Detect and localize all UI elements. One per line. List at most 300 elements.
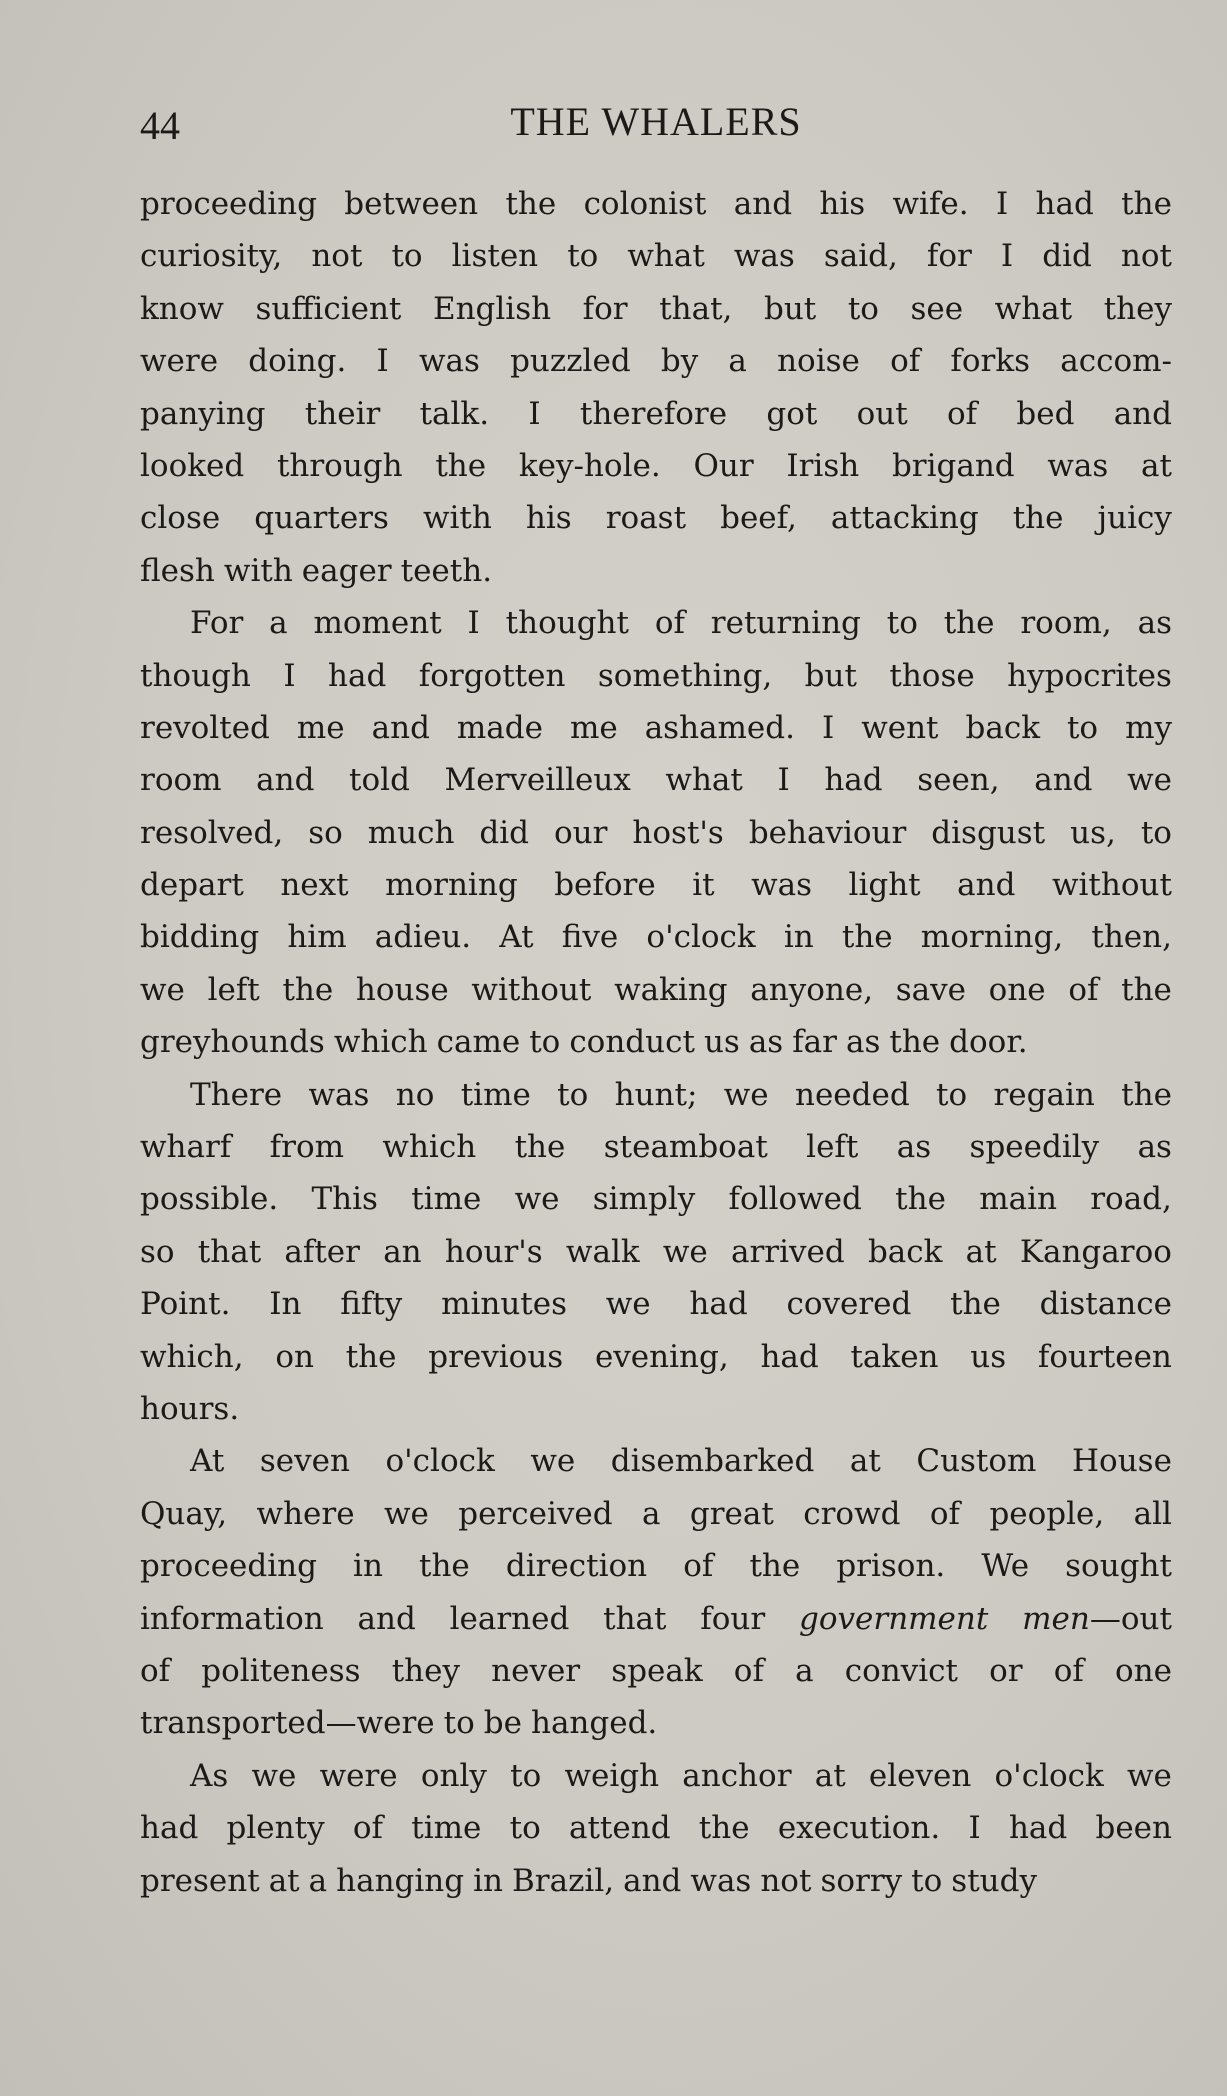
text-line xyxy=(140,597,1172,649)
word: house xyxy=(355,971,449,1008)
word: brigand xyxy=(891,447,1015,484)
word: me xyxy=(296,709,345,746)
word: present xyxy=(140,1862,260,1899)
word: had xyxy=(140,1810,199,1847)
word: us, xyxy=(1070,814,1116,851)
text-line xyxy=(140,1488,1172,1540)
word: the xyxy=(505,186,557,222)
word: morning, xyxy=(920,919,1064,956)
text-line xyxy=(140,1750,1172,1802)
word: been xyxy=(1095,1810,1172,1847)
word: arrived xyxy=(730,1233,845,1270)
word: disgust xyxy=(931,814,1046,851)
word: doing. xyxy=(248,343,347,380)
word: the xyxy=(282,971,334,1008)
word: went xyxy=(861,709,939,746)
word: of xyxy=(929,1495,961,1532)
word: left xyxy=(207,971,260,1008)
text-line xyxy=(140,230,1172,282)
word: Merveilleux xyxy=(444,762,631,799)
word: I xyxy=(283,657,296,694)
word: hypocrites xyxy=(1007,657,1172,694)
running-head xyxy=(140,92,1172,152)
paragraph xyxy=(140,1069,1172,1436)
word: they xyxy=(1103,290,1172,327)
word: distance xyxy=(1039,1286,1172,1323)
word: greyhounds xyxy=(140,1024,325,1061)
word: then, xyxy=(1091,919,1172,956)
word: that xyxy=(197,1233,262,1270)
word: the xyxy=(1121,1076,1172,1113)
word: plenty xyxy=(226,1810,325,1847)
word: were xyxy=(140,343,219,380)
word: at xyxy=(268,1862,300,1899)
word: proceeding xyxy=(140,186,317,222)
text-line xyxy=(140,754,1172,806)
word: no xyxy=(395,1076,435,1113)
word: to xyxy=(529,1024,561,1061)
word: of xyxy=(1053,1652,1084,1689)
word: key-hole. xyxy=(518,447,661,484)
word: taken xyxy=(850,1338,939,1375)
word: room, xyxy=(1020,605,1112,642)
word: room xyxy=(140,762,222,799)
word: not xyxy=(760,1862,812,1899)
word: at xyxy=(965,1233,997,1270)
word: in xyxy=(783,919,814,956)
word: that, xyxy=(659,290,733,327)
word: transported—were xyxy=(140,1705,435,1742)
word: speak xyxy=(611,1652,703,1689)
word: out xyxy=(856,395,908,432)
word: the xyxy=(950,1286,1001,1323)
word: back xyxy=(965,709,1040,746)
text-line xyxy=(140,911,1172,963)
word: attend xyxy=(568,1810,671,1847)
word: Quay, xyxy=(140,1495,228,1532)
word: but xyxy=(763,290,817,327)
word: which xyxy=(382,1129,477,1166)
word: men—out xyxy=(1022,1600,1172,1637)
word: for xyxy=(926,238,972,275)
word xyxy=(799,1593,988,1645)
word: simply xyxy=(592,1181,696,1218)
word: There xyxy=(190,1076,283,1113)
word: on xyxy=(275,1338,314,1375)
word: we xyxy=(605,1286,651,1323)
word: I xyxy=(376,343,389,380)
word: left xyxy=(806,1129,859,1166)
word: we xyxy=(530,1443,576,1480)
word: a xyxy=(795,1652,814,1689)
word: juicy xyxy=(1097,500,1172,537)
word: from xyxy=(269,1129,345,1166)
word: I xyxy=(467,605,480,642)
word: had xyxy=(689,1286,748,1323)
word: us xyxy=(703,1024,740,1061)
word: as xyxy=(748,1024,784,1061)
running-title: THE WHALERS xyxy=(510,99,802,144)
word: previous xyxy=(428,1338,564,1375)
word: I xyxy=(968,1810,981,1847)
word: direction xyxy=(505,1548,648,1585)
word: weigh xyxy=(564,1757,660,1794)
word: to xyxy=(510,1757,542,1794)
word: never xyxy=(491,1652,581,1689)
word: a xyxy=(728,343,747,380)
word: their xyxy=(304,395,381,432)
word: for xyxy=(582,290,628,327)
word: had xyxy=(760,1338,819,1375)
word: bidding xyxy=(140,919,260,956)
word: to xyxy=(509,1810,541,1847)
text-line xyxy=(140,1593,1172,1645)
text-line xyxy=(140,1278,1172,1330)
word: with xyxy=(422,500,492,537)
word: and xyxy=(733,186,793,222)
word: anyone, xyxy=(750,971,874,1008)
word: we xyxy=(383,1495,429,1532)
word: but xyxy=(804,657,857,694)
word: Point. xyxy=(140,1286,231,1323)
word: to xyxy=(443,1705,475,1742)
word: us xyxy=(970,1338,1007,1375)
word: between xyxy=(344,186,479,222)
word: quarters xyxy=(254,500,389,537)
word: an xyxy=(383,1233,422,1270)
word: hour's xyxy=(444,1233,543,1270)
word: or xyxy=(989,1652,1023,1689)
word: I xyxy=(995,186,1009,222)
text-line xyxy=(140,1855,1172,1907)
word: minutes xyxy=(441,1286,568,1323)
word: convict xyxy=(844,1652,958,1689)
word: and xyxy=(623,1862,682,1899)
word: all xyxy=(1133,1495,1172,1532)
word: Custom xyxy=(916,1443,1037,1480)
word: was xyxy=(751,867,813,904)
word: road, xyxy=(1090,1181,1172,1218)
word: prison. xyxy=(836,1548,946,1585)
word: Irish xyxy=(786,447,860,484)
word: of xyxy=(140,1652,171,1689)
paragraph xyxy=(140,597,1172,1069)
word: the xyxy=(1121,971,1172,1008)
word: had xyxy=(1008,1810,1068,1847)
word: resolved, xyxy=(140,814,284,851)
word: though xyxy=(140,657,251,694)
word: moment xyxy=(313,605,442,642)
word: back xyxy=(867,1233,943,1270)
word: thought xyxy=(505,605,629,642)
word: were xyxy=(319,1757,398,1794)
word: our xyxy=(553,814,608,851)
word: of xyxy=(733,1652,764,1689)
word: close xyxy=(140,500,221,537)
word: execution. xyxy=(777,1810,941,1847)
word: ashamed. xyxy=(644,709,795,746)
text-line xyxy=(140,1697,1172,1749)
word: much xyxy=(367,814,455,851)
word: not xyxy=(311,238,363,275)
word: through xyxy=(276,447,403,484)
word: be xyxy=(483,1705,522,1742)
word: noise xyxy=(777,343,860,380)
word: people, xyxy=(989,1495,1105,1532)
word: needed xyxy=(794,1076,910,1113)
word: accom- xyxy=(1060,343,1172,380)
word: made xyxy=(456,709,543,746)
word: possible. xyxy=(140,1181,279,1218)
word: panying xyxy=(140,395,266,432)
word: we xyxy=(1127,762,1172,799)
word: had xyxy=(328,657,387,694)
word: was xyxy=(418,343,480,380)
word: at xyxy=(1141,447,1172,484)
word: told xyxy=(349,762,410,799)
word: sufficient xyxy=(255,290,402,327)
word: At xyxy=(190,1443,225,1480)
word: disembarked xyxy=(610,1443,815,1480)
word: perceived xyxy=(458,1495,613,1532)
word: of xyxy=(683,1548,714,1585)
word: depart xyxy=(140,867,244,904)
text-line xyxy=(140,1173,1172,1225)
word: to xyxy=(557,1076,589,1113)
word: House xyxy=(1072,1443,1172,1480)
word: his xyxy=(525,500,572,537)
word: the xyxy=(345,1338,397,1375)
word: o'clock xyxy=(994,1757,1104,1794)
word: talk. xyxy=(419,395,490,432)
text-line xyxy=(140,702,1172,754)
word: adieu. xyxy=(374,919,472,956)
word: in xyxy=(473,1862,503,1899)
text-line xyxy=(140,545,1172,597)
word: the xyxy=(895,1181,946,1218)
text-line xyxy=(140,1383,1172,1435)
word: not xyxy=(1120,238,1172,275)
word: of xyxy=(946,395,978,432)
word: steamboat xyxy=(603,1129,768,1166)
word: study xyxy=(951,1862,1037,1899)
word: next xyxy=(280,867,349,904)
word: to xyxy=(936,1076,968,1113)
word: his xyxy=(819,186,866,222)
word: sorry xyxy=(820,1862,903,1899)
word: as xyxy=(1137,605,1172,642)
text-line xyxy=(140,859,1172,911)
word: time xyxy=(411,1810,482,1847)
word: fourteen xyxy=(1037,1338,1172,1375)
word: to xyxy=(1066,709,1099,746)
word: of xyxy=(890,343,921,380)
word: came xyxy=(436,1024,521,1061)
word: to xyxy=(1140,814,1172,851)
word: at xyxy=(849,1443,881,1480)
word: by xyxy=(660,343,699,380)
word: only xyxy=(420,1757,487,1794)
word: and xyxy=(357,1600,416,1637)
word: the xyxy=(841,919,893,956)
text-line xyxy=(140,650,1172,702)
word: speedily xyxy=(969,1129,1100,1166)
word: morning xyxy=(385,867,518,904)
word: Brazil, xyxy=(512,1862,615,1899)
word: the xyxy=(1012,500,1064,537)
word: evening, xyxy=(594,1338,729,1375)
word: and xyxy=(1113,395,1172,432)
text-line xyxy=(140,492,1172,544)
word: Our xyxy=(693,447,754,484)
word: which, xyxy=(140,1338,244,1375)
word: anchor xyxy=(682,1757,792,1794)
word: as xyxy=(845,1024,881,1061)
word: where xyxy=(256,1495,355,1532)
word: we xyxy=(723,1076,769,1113)
word: before xyxy=(554,867,656,904)
word: one xyxy=(1115,1652,1172,1689)
word: This xyxy=(311,1181,378,1218)
word: did xyxy=(1042,238,1092,275)
text-line xyxy=(140,388,1172,440)
word: wharf xyxy=(140,1129,232,1166)
word: what xyxy=(665,762,743,799)
word: roast xyxy=(605,500,687,537)
text-line xyxy=(140,1226,1172,1278)
word: and xyxy=(256,762,315,799)
word: colonist xyxy=(583,186,707,222)
word: without xyxy=(471,971,592,1008)
word: what xyxy=(994,290,1073,327)
word: information xyxy=(140,1600,324,1637)
word: had xyxy=(1035,186,1094,222)
word: fifty xyxy=(340,1286,403,1323)
text-line xyxy=(140,1435,1172,1487)
word: which xyxy=(333,1024,428,1061)
word: to xyxy=(391,238,423,275)
word: of xyxy=(654,605,685,642)
paragraph xyxy=(140,1750,1172,1907)
word: we xyxy=(662,1233,708,1270)
word: behaviour xyxy=(748,814,907,851)
word: puzzled xyxy=(510,343,631,380)
word: so xyxy=(308,814,343,851)
word: attacking xyxy=(830,500,979,537)
text-line xyxy=(140,440,1172,492)
word: listen xyxy=(451,238,539,275)
word: was xyxy=(690,1862,752,1899)
text-line xyxy=(140,964,1172,1016)
word: so xyxy=(140,1233,175,1270)
word: seen, xyxy=(917,762,1000,799)
text-line xyxy=(140,1121,1172,1173)
word: to xyxy=(567,238,599,275)
word: In xyxy=(269,1286,302,1323)
word: that xyxy=(603,1600,667,1637)
word: therefore xyxy=(579,395,728,432)
word: four xyxy=(700,1600,766,1637)
word: the xyxy=(514,1129,566,1166)
word: it xyxy=(692,867,715,904)
word: door. xyxy=(949,1024,1028,1061)
word: the xyxy=(1121,186,1172,222)
text-line xyxy=(140,1069,1172,1121)
word: in xyxy=(353,1548,383,1585)
word: covered xyxy=(786,1286,912,1323)
italic-text: men xyxy=(1022,1600,1090,1637)
word: wife. xyxy=(892,186,969,222)
word: to xyxy=(847,290,879,327)
word: we xyxy=(514,1181,560,1218)
word: beef, xyxy=(720,500,797,537)
word: I xyxy=(777,762,790,799)
word: hanging xyxy=(336,1862,465,1899)
word: hanged. xyxy=(530,1705,658,1742)
page-number: 44 xyxy=(140,103,180,148)
word: returning xyxy=(710,605,861,642)
word: I xyxy=(528,395,541,432)
word: of xyxy=(1068,971,1099,1008)
paragraph xyxy=(140,178,1172,597)
word: conduct xyxy=(569,1024,695,1061)
body-text xyxy=(140,178,1172,1907)
word: my xyxy=(1125,709,1172,746)
word: o'clock xyxy=(646,919,756,956)
word: as xyxy=(1137,1129,1172,1166)
word: save xyxy=(895,971,966,1008)
word: hours. xyxy=(140,1390,240,1427)
word: five xyxy=(561,919,619,956)
word: know xyxy=(140,290,224,327)
word: proceeding xyxy=(140,1548,317,1585)
text-line xyxy=(140,1016,1172,1068)
word: We xyxy=(981,1548,1030,1585)
word: him xyxy=(287,919,347,956)
text-line xyxy=(140,283,1172,335)
word: the xyxy=(698,1810,750,1847)
word: the xyxy=(749,1548,801,1585)
word: said, xyxy=(823,238,898,275)
word: time xyxy=(411,1181,482,1218)
word: waking xyxy=(614,971,728,1008)
word: Kangaroo xyxy=(1019,1233,1172,1270)
word: time xyxy=(460,1076,531,1113)
word: the xyxy=(889,1024,941,1061)
word: was xyxy=(1047,447,1109,484)
word: curiosity, xyxy=(140,238,283,275)
word: was xyxy=(733,238,795,275)
word: I xyxy=(1000,238,1014,275)
text-line xyxy=(140,1802,1172,1854)
word: a xyxy=(269,605,288,642)
word: a xyxy=(308,1862,328,1899)
word: far xyxy=(792,1024,837,1061)
word: main xyxy=(979,1181,1057,1218)
word: forgotten xyxy=(418,657,566,694)
word: politeness xyxy=(201,1652,361,1689)
word: a xyxy=(642,1495,661,1532)
word: hunt; xyxy=(614,1076,698,1113)
italic-text: government xyxy=(799,1600,989,1637)
word: one xyxy=(988,971,1046,1008)
text-line xyxy=(140,1645,1172,1697)
word: the xyxy=(943,605,995,642)
word: o'clock xyxy=(385,1443,495,1480)
word: walk xyxy=(565,1233,640,1270)
word: I xyxy=(821,709,835,746)
word: English xyxy=(432,290,552,327)
